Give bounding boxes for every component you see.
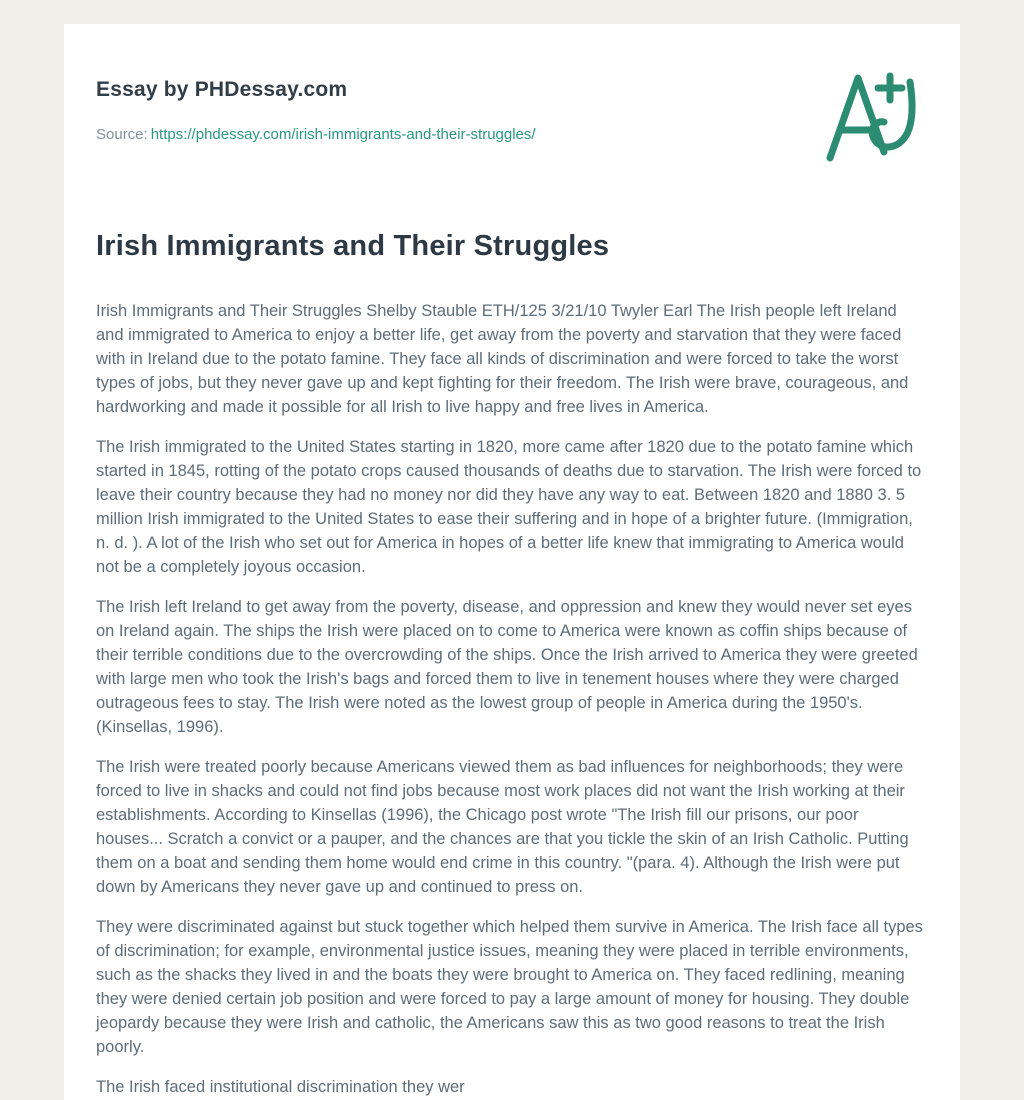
essay-paragraph-4: The Irish were treated poorly because Americans viewed them as bad influences for neighborhoods; they were forced to live in shacks and could not find jobs because most work places did not want the Irish working at their establishments. According to Kinsellas (1996), the Chicago post wrote "The Irish fill our prisons, our poor houses... Scratch a convict or a pauper, and the chances are that you tickle the skin of an Irish Catholic. Putting them on a boat and sending them home would end crime in this country. "(para. 4). Although the Irish were put down by Americans they never gave up and continued to press on. bbox=[96, 758, 909, 896]
essay-card bbox=[64, 24, 960, 1100]
essay-paragraph-6: The Irish faced institutional discrimination they wer bbox=[96, 1078, 465, 1096]
essay-title: Irish Immigrants and Their Struggles bbox=[96, 230, 610, 262]
phdessay-logo-icon bbox=[822, 70, 932, 162]
essay-paragraph-3: The Irish left Ireland to get away from the poverty, disease, and oppression and knew they would never set eyes on Ireland again. The ships the Irish were placed on to come to America were known as coffin ships because of their terrible conditions due to the overcrowding of the ships. Once the Irish arrived to America they were greeted with large men who took the Irish's bags and forced them to live in tenement houses where they were charged outrageous fees to stay. The Irish were noted as the lowest group of people in America during the 1950's. (Kinsellas, 1996). bbox=[96, 598, 918, 736]
byline: Essay by PHDessay.com bbox=[96, 78, 348, 101]
essay-paragraph-2: The Irish immigrated to the United States starting in 1820, more came after 1820 due to the potato famine which started in 1845, rotting of the potato crops caused thousands of deaths due to starvation. The Irish were forced to leave their country because they had no money nor did they have any way to eat. Between 1820 and 1880 3. 5 million Irish immigrated to the United States to ease their suffering and in hope of a brighter future. (Immigration, n. d. ). A lot of the Irish who set out for America in hopes of a better life knew that immigrating to America would not be a completely joyous occasion. bbox=[96, 438, 922, 576]
source-label: Source: bbox=[96, 126, 148, 143]
essay-content bbox=[96, 230, 928, 1100]
essay-paragraph-5: They were discriminated against but stuck together which helped them survive in America. The Irish face all types of discrimination; for example, environmental justice issues, meaning they were placed in terrible environments, such as the shacks they lived in and the boats they were brought to America on. They faced redlining, meaning they were denied certain job position and were forced to pay a large amount of money for housing. They double jeopardy because they were Irish and catholic, the Americans saw this as two good reasons to treat the Irish poorly. bbox=[96, 918, 923, 1056]
essay-paragraph-1: Irish Immigrants and Their Struggles Shelby Stauble ETH/125 3/21/10 Twyler Earl The Irish people left Ireland and immigrated to America to enjoy a better life, get away from the poverty and starvation that they were faced with in Ireland due to the potato famine. They face all kinds of discrimination and were forced to take the worst types of jobs, but they never gave up and kept fighting for their freedom. The Irish were brave, courageous, and hardworking and made it possible for all Irish to live happy and free lives in America. bbox=[96, 302, 909, 416]
source-link[interactable]: https://phdessay.com/irish-immigrants-and-their-struggles/ bbox=[150, 126, 536, 143]
source-line bbox=[96, 126, 536, 143]
